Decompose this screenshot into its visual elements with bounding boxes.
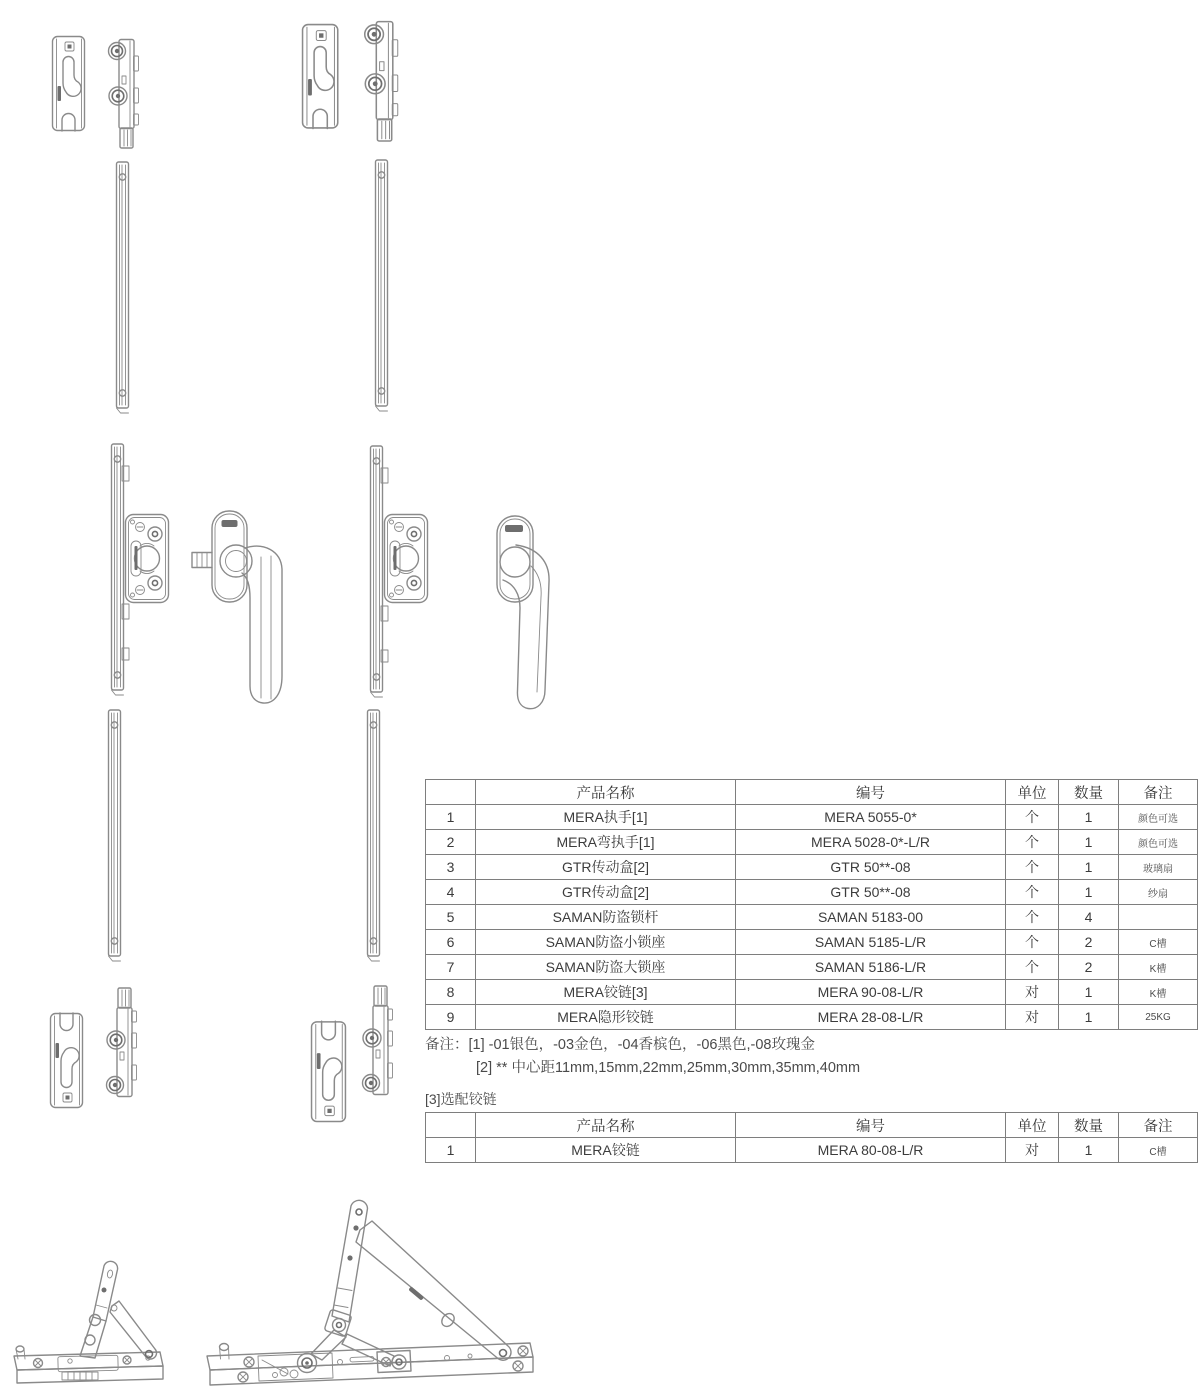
table-row bbox=[426, 1005, 1198, 1030]
table-cell: MERA 5028-0*-L/R bbox=[736, 830, 1006, 855]
table-cell: SAMAN 5185-L/R bbox=[736, 930, 1006, 955]
table-cell: MERA 28-08-L/R bbox=[736, 1005, 1006, 1030]
lock-bar-3 bbox=[109, 710, 121, 961]
parts-table bbox=[425, 779, 1198, 1030]
optional-section-label: [3]选配铰链 bbox=[425, 1091, 497, 1107]
lock-keeper-small-plate-1 bbox=[53, 37, 85, 132]
table-row bbox=[426, 830, 1198, 855]
header-row bbox=[426, 1113, 1198, 1138]
table-cell: GTR传动盒[2] bbox=[476, 855, 736, 880]
table-cell: 4 bbox=[1059, 905, 1119, 930]
lock-bar-1 bbox=[117, 162, 129, 413]
lock-bar-4 bbox=[368, 710, 380, 961]
lock-keeper-large-side-1 bbox=[107, 988, 137, 1097]
table-row bbox=[426, 1138, 1198, 1163]
table-cell: 个 bbox=[1006, 830, 1059, 855]
table-row bbox=[426, 905, 1198, 930]
table-cell: 个 bbox=[1006, 930, 1059, 955]
column-header bbox=[426, 1113, 476, 1138]
header-row bbox=[426, 780, 1198, 805]
table-cell: 1 bbox=[1059, 805, 1119, 830]
table-cell: 个 bbox=[1006, 905, 1059, 930]
column-header: 产品名称 bbox=[476, 1113, 736, 1138]
table-cell: 个 bbox=[1006, 880, 1059, 905]
table-cell: MERA执手[1] bbox=[476, 805, 736, 830]
column-header: 备注 bbox=[1119, 1113, 1198, 1138]
lock-keeper-small-side-1 bbox=[109, 40, 139, 149]
table-cell: 对 bbox=[1006, 1005, 1059, 1030]
table-cell: GTR传动盒[2] bbox=[476, 880, 736, 905]
column-header: 数量 bbox=[1059, 1113, 1119, 1138]
column-header bbox=[426, 780, 476, 805]
lock-bar-2 bbox=[376, 160, 388, 411]
table-cell: GTR 50**-08 bbox=[736, 880, 1006, 905]
column-header: 编号 bbox=[736, 780, 1006, 805]
column-header: 数量 bbox=[1059, 780, 1119, 805]
column-header: 单位 bbox=[1006, 1113, 1059, 1138]
table-row bbox=[426, 930, 1198, 955]
table-cell: 1 bbox=[1059, 1138, 1119, 1163]
table-cell: SAMAN防盗大锁座 bbox=[476, 955, 736, 980]
table-cell: SAMAN防盗锁杆 bbox=[476, 905, 736, 930]
table-cell: 5 bbox=[426, 905, 476, 930]
table-cell: K槽 bbox=[1119, 980, 1198, 1005]
note-line-2: [2] ** 中心距11mm,15mm,22mm,25mm,30mm,35mm,40mm bbox=[476, 1060, 861, 1076]
table-cell: MERA铰链[3] bbox=[476, 980, 736, 1005]
table-cell: 1 bbox=[1059, 1005, 1119, 1030]
table-cell: 9 bbox=[426, 1005, 476, 1030]
table-cell: 2 bbox=[1059, 930, 1119, 955]
table-cell: SAMAN 5186-L/R bbox=[736, 955, 1006, 980]
table-cell: 颜色可选 bbox=[1119, 830, 1198, 855]
table-cell: MERA铰链 bbox=[476, 1138, 736, 1163]
handle-curved-drawing bbox=[497, 516, 549, 709]
table-cell: 25KG bbox=[1119, 1005, 1198, 1030]
column-header: 单位 bbox=[1006, 780, 1059, 805]
table-row bbox=[426, 980, 1198, 1005]
optional-hinge-table bbox=[425, 1112, 1198, 1163]
table-cell: 个 bbox=[1006, 955, 1059, 980]
lock-keeper-large-plate-2 bbox=[312, 1021, 346, 1121]
table-cell: MERA 80-08-L/R bbox=[736, 1138, 1006, 1163]
lock-keeper-small-side-2 bbox=[365, 22, 398, 141]
lock-keeper-large-plate-1 bbox=[51, 1013, 83, 1108]
table-cell: 4 bbox=[426, 880, 476, 905]
table-row bbox=[426, 955, 1198, 980]
table-cell: GTR 50**-08 bbox=[736, 855, 1006, 880]
table-cell: MERA隐形铰链 bbox=[476, 1005, 736, 1030]
table-cell: 个 bbox=[1006, 855, 1059, 880]
table-cell: K槽 bbox=[1119, 955, 1198, 980]
table-row bbox=[426, 880, 1198, 905]
friction-hinge-small-drawing bbox=[14, 1261, 163, 1383]
table-cell: 1 bbox=[426, 805, 476, 830]
table-cell: 2 bbox=[426, 830, 476, 855]
table-cell: MERA弯执手[1] bbox=[476, 830, 736, 855]
table-cell: SAMAN 5183-00 bbox=[736, 905, 1006, 930]
table-cell: MERA 5055-0* bbox=[736, 805, 1006, 830]
table-cell: 1 bbox=[1059, 855, 1119, 880]
lock-keeper-large-side-2 bbox=[363, 986, 393, 1095]
table-row bbox=[426, 855, 1198, 880]
notes-block bbox=[425, 1034, 860, 1080]
table-cell: 1 bbox=[426, 1138, 476, 1163]
column-header: 产品名称 bbox=[476, 780, 736, 805]
table-cell: 1 bbox=[1059, 830, 1119, 855]
table-cell: 颜色可选 bbox=[1119, 805, 1198, 830]
table-cell: 7 bbox=[426, 955, 476, 980]
table-row bbox=[426, 805, 1198, 830]
table-cell: 1 bbox=[1059, 880, 1119, 905]
table-cell: C槽 bbox=[1119, 1138, 1198, 1163]
column-header: 备注 bbox=[1119, 780, 1198, 805]
table-cell: MERA 90-08-L/R bbox=[736, 980, 1006, 1005]
table-cell: 个 bbox=[1006, 805, 1059, 830]
table-cell: 对 bbox=[1006, 980, 1059, 1005]
table-cell: 2 bbox=[1059, 955, 1119, 980]
handle-straight-drawing bbox=[192, 511, 282, 703]
table-cell: 3 bbox=[426, 855, 476, 880]
table-cell: 纱扇 bbox=[1119, 880, 1198, 905]
table-cell: 1 bbox=[1059, 980, 1119, 1005]
friction-hinge-large-drawing bbox=[207, 1200, 533, 1385]
column-header: 编号 bbox=[736, 1113, 1006, 1138]
table-cell: C槽 bbox=[1119, 930, 1198, 955]
table-cell bbox=[1119, 905, 1198, 930]
table-cell: 6 bbox=[426, 930, 476, 955]
table-cell: SAMAN防盗小锁座 bbox=[476, 930, 736, 955]
note-line-1: 备注：[1] -01银色，-03金色，-04香槟色，-06黑色,-08玫瑰金 bbox=[425, 1037, 815, 1053]
gearbox-screen-assembly bbox=[371, 446, 428, 697]
gearbox-glass-assembly bbox=[112, 444, 169, 695]
table-cell: 对 bbox=[1006, 1138, 1059, 1163]
table-cell: 玻璃扇 bbox=[1119, 855, 1198, 880]
table-cell: 8 bbox=[426, 980, 476, 1005]
lock-keeper-small-plate-2 bbox=[303, 25, 338, 129]
